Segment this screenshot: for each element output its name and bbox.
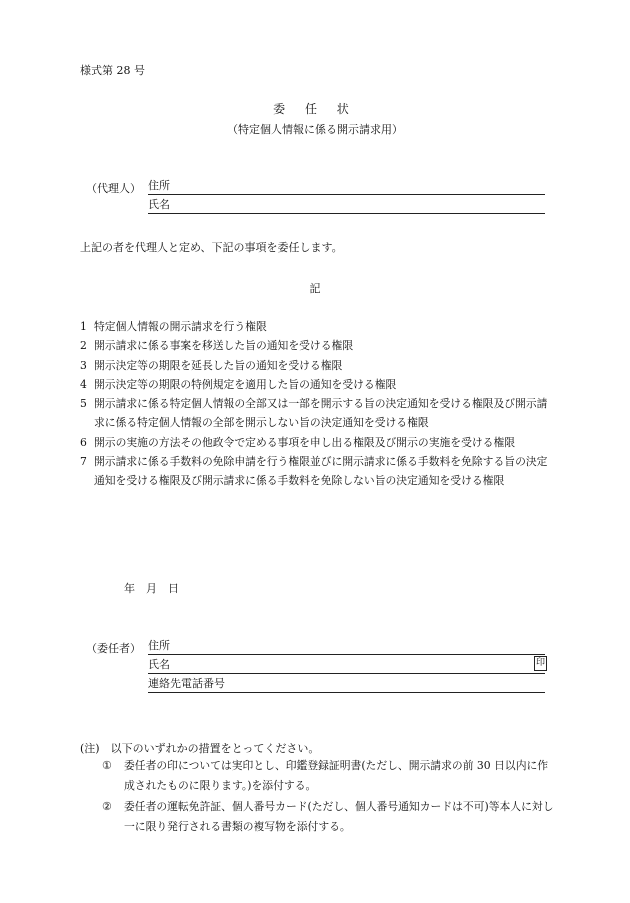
intro-text: 上記の者を代理人と定め、下記の事項を委任します。 bbox=[80, 241, 343, 254]
principal-phone-field[interactable] bbox=[148, 676, 545, 693]
list-item: 2 開示請求に係る事案を移送した旨の通知を受ける権限 bbox=[80, 339, 354, 353]
delegation-items bbox=[80, 317, 550, 491]
note-text: 委任者の印については実印とし、印鑑登録証明書(ただし、開示請求の前 30 日以内に作成されたものに限ります。)を添付する。 bbox=[124, 759, 549, 792]
note-heading: (注) 以下のいずれかの措置をとってください。 bbox=[80, 742, 320, 755]
list-item: 7 開示請求に係る手数料の免除申請を行う権限並びに開示請求に係る手数料を免除する旨の決定通知を受ける権限及び開示請求に係る手数料を免除しない旨の決定通知を受ける権限 bbox=[80, 455, 548, 488]
agent-address-label: 住所 bbox=[148, 179, 170, 192]
list-item: 5 開示請求に係る特定個人情報の全部又は一部を開示する旨の決定通知を受ける権限及び開示請求に係る特定個人情報の全部を開示しない旨の決定通知を受ける権限 bbox=[80, 397, 548, 430]
principal-address-label: 住所 bbox=[148, 639, 170, 652]
note-mark: ② bbox=[102, 800, 112, 813]
list-item: 4 開示決定等の期限の特例規定を適用した旨の通知を受ける権限 bbox=[80, 377, 397, 391]
principal-name-field[interactable] bbox=[148, 657, 545, 674]
note-text: 委任者の運転免許証、個人番号カード(ただし、個人番号通知カードは不可)等本人に対し一に限り発行される書類の複写物を添付する。 bbox=[124, 800, 554, 833]
form-number: 様式第 28 号 bbox=[80, 64, 145, 77]
agent-role-label: （代理人） bbox=[86, 182, 141, 195]
note-mark: ① bbox=[102, 759, 112, 772]
agent-name-field[interactable] bbox=[148, 197, 545, 214]
principal-phone-label: 連絡先電話番号 bbox=[148, 677, 225, 690]
note-item bbox=[102, 756, 557, 796]
document-title: 委 任 状 bbox=[273, 102, 357, 116]
principal-name-label: 氏名 bbox=[148, 658, 170, 671]
agent-address-field[interactable] bbox=[148, 178, 545, 195]
note-item bbox=[102, 797, 557, 837]
list-item: 6 開示の実施の方法その他政令で定める事項を申し出る権限及び開示の実施を受ける権限 bbox=[80, 435, 516, 449]
principal-role-label: （委任者） bbox=[86, 642, 141, 655]
date-field[interactable]: 年 月 日 bbox=[124, 582, 179, 595]
list-item: 3 開示決定等の期限を延長した旨の通知を受ける権限 bbox=[80, 358, 343, 372]
document-subtitle: （特定個人情報に係る開示請求用） bbox=[227, 123, 403, 136]
agent-name-label: 氏名 bbox=[148, 198, 170, 211]
seal-box: 印 bbox=[534, 656, 547, 671]
ki-label: 記 bbox=[309, 282, 321, 295]
principal-address-field[interactable] bbox=[148, 638, 545, 655]
list-item: 1 特定個人情報の開示請求を行う権限 bbox=[80, 320, 267, 333]
